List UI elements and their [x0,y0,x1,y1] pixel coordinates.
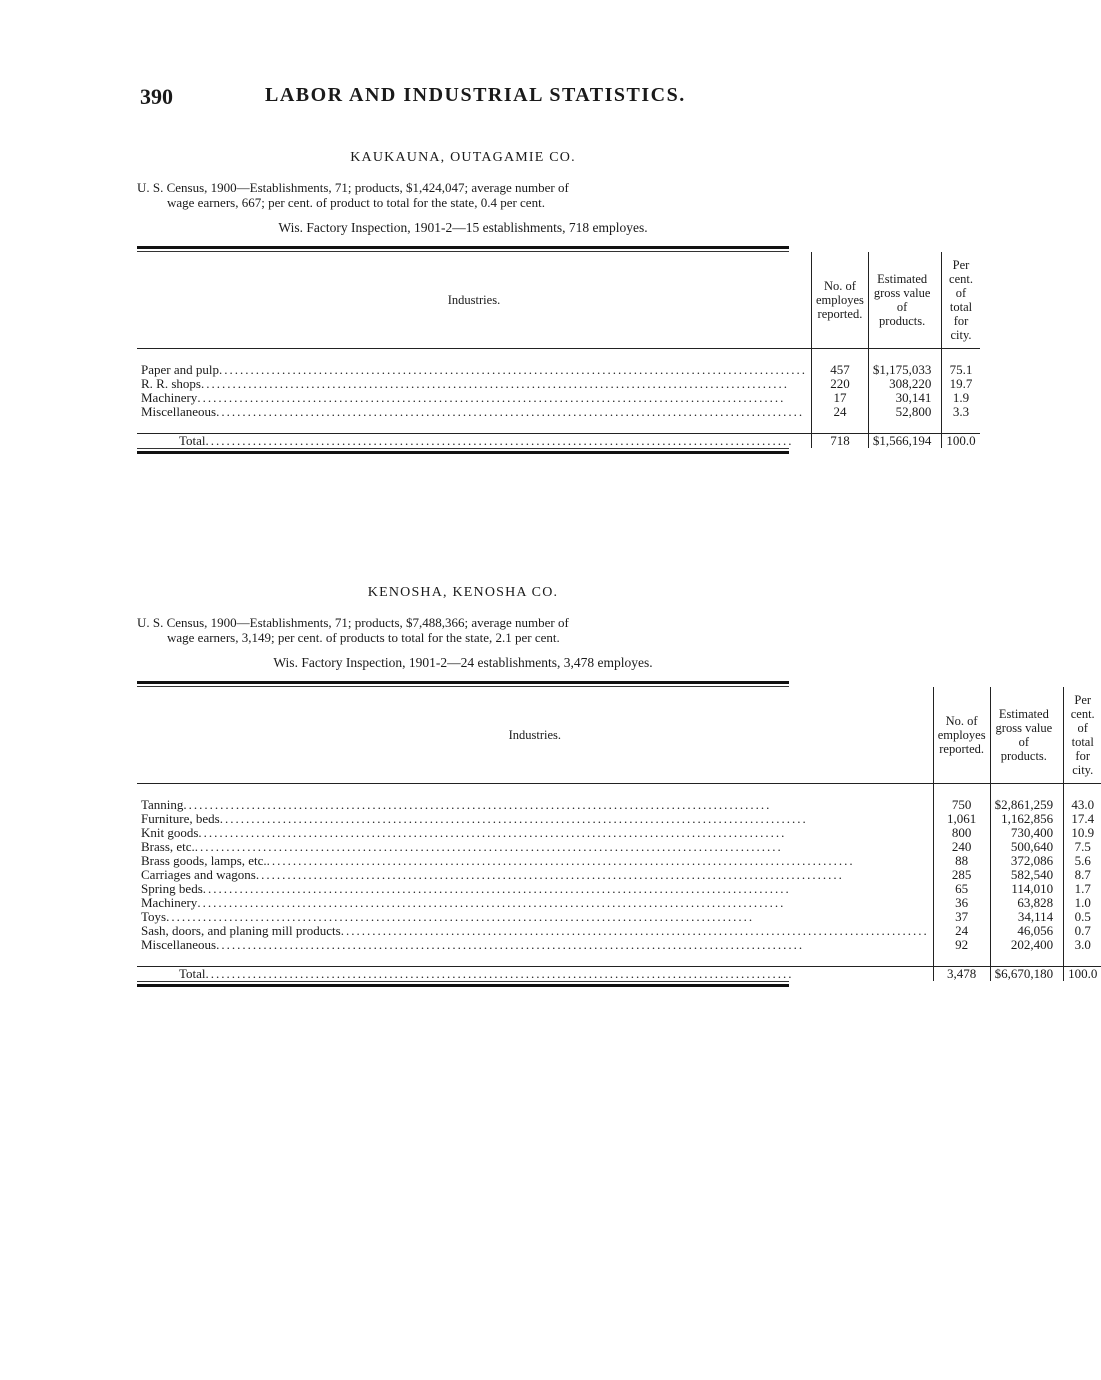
table-row [137,840,1101,854]
leader-dots [341,924,929,938]
leader-dots [201,377,807,391]
percent-cell: 10.9 [1064,826,1101,840]
kaukauna-section [137,150,976,454]
industry-name: Sash, doors, and planing mill products [141,923,341,938]
percent-cell: 19.7 [942,377,980,391]
table-row [137,938,1101,952]
industry-name: Brass goods, lamps, etc. [141,853,267,868]
employes-cell: 92 [933,938,990,952]
census-summary [137,180,789,210]
running-head: LABOR AND INDUSTRIAL STATISTICS. [265,84,686,106]
industry-name: Miscellaneous [141,937,217,952]
table-row [137,854,1101,868]
employes-cell: 24 [811,405,868,419]
value-cell: 730,400 [990,826,1064,840]
table-row [137,377,980,391]
value-cell: 46,056 [990,924,1064,938]
leader-dots [197,391,807,405]
employes-cell: 88 [933,854,990,868]
bottom-rule [137,984,789,987]
percent-cell: 17.4 [1064,812,1101,826]
value-cell: 582,540 [990,868,1064,882]
census-summary [137,615,789,645]
table-row [137,812,1101,826]
leader-dots [195,840,929,854]
leader-dots [216,405,807,419]
percent-cell: 1.0 [1064,896,1101,910]
value-cell: $1,175,033 [868,363,942,377]
leader-dots [183,798,928,812]
total-row [137,434,980,449]
employes-cell: 36 [933,896,990,910]
header-employes: No. of employes reported. [933,687,990,784]
factory-inspection-line: Wis. Factory Inspection, 1901-2—15 establishments, 718 employes. [278,220,648,235]
table-row [137,924,1101,938]
table-row [137,896,1101,910]
header-percent: Per cent. of total for city. [1064,687,1101,784]
table-row [137,868,1101,882]
bottom-rule [137,451,789,454]
percent-cell: 3.3 [942,405,980,419]
industry-name: Brass, etc. [141,839,195,854]
industries-table [137,252,980,448]
percent-cell: 5.6 [1064,854,1101,868]
percent-cell: 7.5 [1064,840,1101,854]
total-percent: 100.0 [942,434,980,449]
percent-cell: 8.7 [1064,868,1101,882]
industry-name: Tanning [141,797,184,812]
table-row [137,910,1101,924]
table-row [137,798,1101,812]
employes-cell: 240 [933,840,990,854]
census-line: U. S. Census, 1900—Establishments, 71; products, $7,488,366; average number of [137,615,569,630]
total-label: Total [179,433,206,448]
value-cell: 1,162,856 [990,812,1064,826]
header-percent: Per cent. of total for city. [942,252,980,349]
total-label: Total [179,966,206,981]
header-industries: Industries. [137,252,811,349]
header-value: Estimated gross value of products. [868,252,942,349]
header-employes: No. of employes reported. [811,252,868,349]
leader-dots [216,938,929,952]
leader-dots [220,812,929,826]
census-line: U. S. Census, 1900—Establishments, 71; products, $1,424,047; average number of [137,180,569,195]
value-cell: 114,010 [990,882,1064,896]
total-value: $6,670,180 [990,967,1064,982]
employes-cell: 800 [933,826,990,840]
percent-cell: 75.1 [942,363,980,377]
table-header-row [137,687,1101,784]
value-cell: 308,220 [868,377,942,391]
industries-table [137,687,1101,981]
value-cell: $2,861,259 [990,798,1064,812]
total-employes: 718 [811,434,868,449]
total-row [137,967,1101,982]
industry-name: Machinery [141,895,198,910]
section-title: KENOSHA, KENOSHA CO. [367,585,559,600]
percent-cell: 0.5 [1064,910,1101,924]
table-row [137,391,980,405]
leader-dots [203,882,929,896]
leader-dots [198,826,928,840]
industry-name: Knit goods [141,825,199,840]
table-header-row [137,252,980,349]
industry-name: Machinery [141,390,198,405]
employes-cell: 220 [811,377,868,391]
table-row [137,363,980,377]
percent-cell: 1.7 [1064,882,1101,896]
top-rule [137,246,789,249]
employes-cell: 285 [933,868,990,882]
table-row [137,882,1101,896]
total-value: $1,566,194 [868,434,942,449]
value-cell: 372,086 [990,854,1064,868]
value-cell: 63,828 [990,896,1064,910]
factory-inspection-line: Wis. Factory Inspection, 1901-2—24 establishments, 3,478 employes. [273,655,653,670]
kenosha-section [137,585,1098,987]
leader-dots [219,363,807,377]
employes-cell: 37 [933,910,990,924]
employes-cell: 17 [811,391,868,405]
employes-cell: 24 [933,924,990,938]
leader-dots [206,434,807,448]
industry-name: R. R. shops [141,376,201,391]
leader-dots [197,896,928,910]
industry-name: Paper and pulp [141,362,219,377]
industry-name: Carriages and wagons [141,867,256,882]
header-industries: Industries. [137,687,933,784]
employes-cell: 750 [933,798,990,812]
value-cell: 52,800 [868,405,942,419]
bottom-rule-thin [137,448,789,449]
leader-dots [206,967,929,981]
industry-name: Furniture, beds [141,811,220,826]
percent-cell: 43.0 [1064,798,1101,812]
employes-cell: 1,061 [933,812,990,826]
table-row [137,405,980,419]
total-percent: 100.0 [1064,967,1101,982]
percent-cell: 0.7 [1064,924,1101,938]
employes-cell: 457 [811,363,868,377]
leader-dots [166,910,929,924]
industry-name: Miscellaneous [141,404,217,419]
value-cell: 500,640 [990,840,1064,854]
total-employes: 3,478 [933,967,990,982]
value-cell: 202,400 [990,938,1064,952]
value-cell: 34,114 [990,910,1064,924]
employes-cell: 65 [933,882,990,896]
percent-cell: 1.9 [942,391,980,405]
industry-name: Toys [141,909,167,924]
industry-name: Spring beds [141,881,203,896]
header-value: Estimated gross value of products. [990,687,1064,784]
census-line: wage earners, 667; per cent. of product to total for the state, 0.4 per cent. [167,195,545,210]
leader-dots [256,868,929,882]
percent-cell: 3.0 [1064,938,1101,952]
section-title: KAUKAUNA, OUTAGAMIE CO. [350,150,576,165]
top-rule [137,681,789,684]
bottom-rule-thin [137,981,789,982]
page-number: 390 [140,84,173,109]
leader-dots [267,854,929,868]
census-line: wage earners, 3,149; per cent. of products to total for the state, 2.1 per cent. [167,630,560,645]
table-row [137,826,1101,840]
value-cell: 30,141 [868,391,942,405]
